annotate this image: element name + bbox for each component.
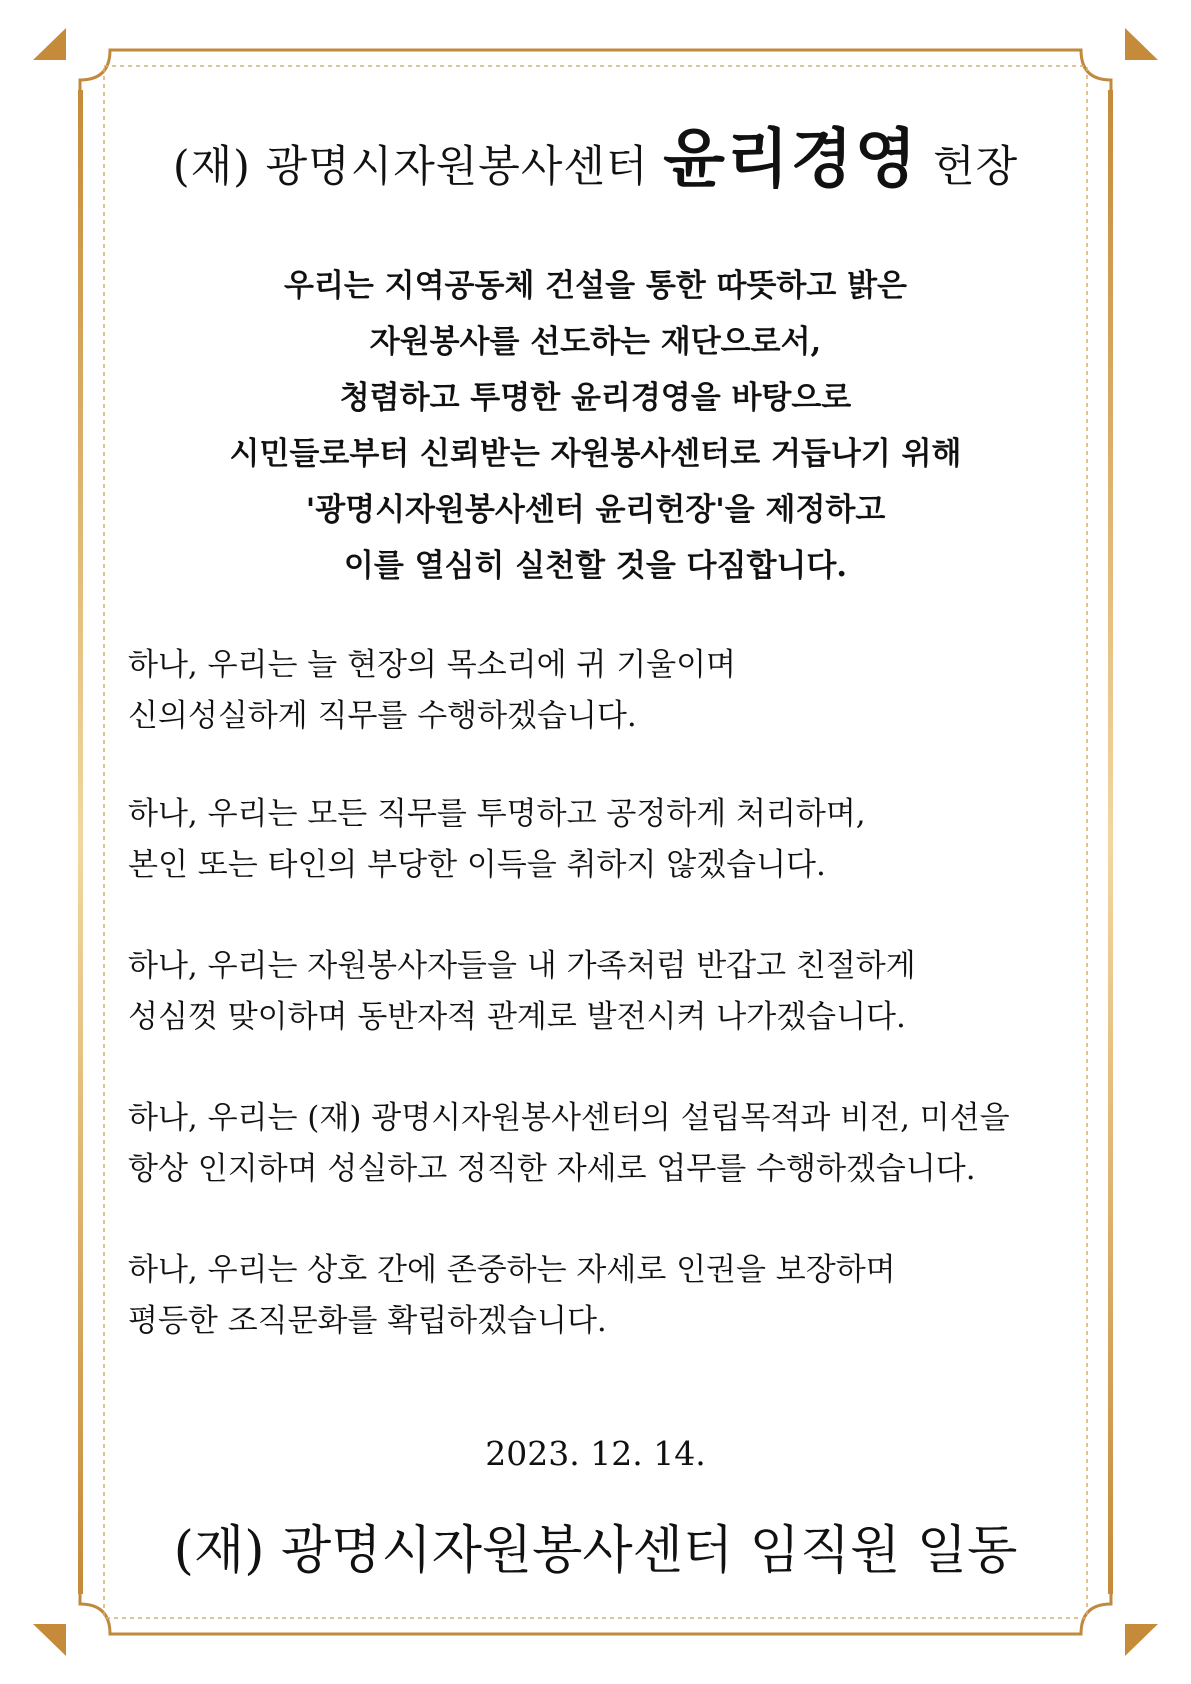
pledge-item	[128, 789, 1108, 891]
title-suffix: 헌장	[933, 142, 1019, 192]
pledge-item	[128, 1093, 1108, 1195]
pledge-line: 항상 인지하며 성실하고 정직한 자세로 업무를 수행하겠습니다.	[128, 1151, 976, 1187]
pledge-item	[128, 1245, 1108, 1347]
pledge-line: 본인 또는 타인의 부당한 이득을 취하지 않겠습니다.	[128, 847, 826, 883]
pledge-line: 하나, 우리는 (재) 광명시자원봉사센터의 설립목적과 비전, 미션을	[128, 1100, 1010, 1136]
preamble-line: 청렴하고 투명한 윤리경영을 바탕으로	[339, 380, 852, 416]
title-prefix: (재) 광명시자원봉사센터	[172, 142, 649, 192]
page-title	[0, 108, 1191, 200]
preamble-line: '광명시자원봉사센터 윤리헌장'을 제정하고	[305, 492, 886, 528]
preamble-line: 시민들로부터 신뢰받는 자원봉사센터로 거듭나기 위해	[229, 436, 962, 472]
pledge-line: 평등한 조직문화를 확립하겠습니다.	[128, 1303, 607, 1339]
pledge-line: 하나, 우리는 모든 직무를 투명하고 공정하게 처리하며,	[128, 796, 866, 832]
pledge-line: 하나, 우리는 상호 간에 존중하는 자세로 인권을 보장하며	[128, 1252, 896, 1288]
preamble-line: 우리는 지역공동체 건설을 통한 따뜻하고 밝은	[284, 268, 907, 304]
signature: (재) 광명시자원봉사센터 임직원 일동	[173, 1521, 1018, 1581]
corner-top-left-ornament	[33, 28, 66, 60]
corner-bottom-left-ornament	[33, 1624, 66, 1656]
pledge-line: 하나, 우리는 늘 현장의 목소리에 귀 기울이며	[128, 647, 737, 683]
corner-bottom-right-ornament	[1125, 1624, 1158, 1656]
preamble	[70, 258, 1121, 594]
pledge-item	[128, 640, 1108, 742]
pledge-line: 성심껏 맞이하며 동반자적 관계로 발전시켜 나가겠습니다.	[128, 999, 906, 1035]
corner-top-right-ornament	[1125, 28, 1158, 60]
pledge-item	[128, 941, 1108, 1043]
enactment-date: 2023. 12. 14.	[485, 1434, 706, 1473]
pledge-line: 신의성실하게 직무를 수행하겠습니다.	[128, 698, 637, 734]
preamble-line: 자원봉사를 선도하는 재단으로서,	[369, 324, 822, 360]
preamble-line: 이를 열심히 실천할 것을 다짐합니다.	[343, 548, 848, 584]
title-emphasis: 윤리경영	[663, 122, 919, 197]
pledge-list	[128, 640, 1108, 1347]
pledge-line: 하나, 우리는 자원봉사자들을 내 가족처럼 반갑고 친절하게	[128, 948, 916, 984]
